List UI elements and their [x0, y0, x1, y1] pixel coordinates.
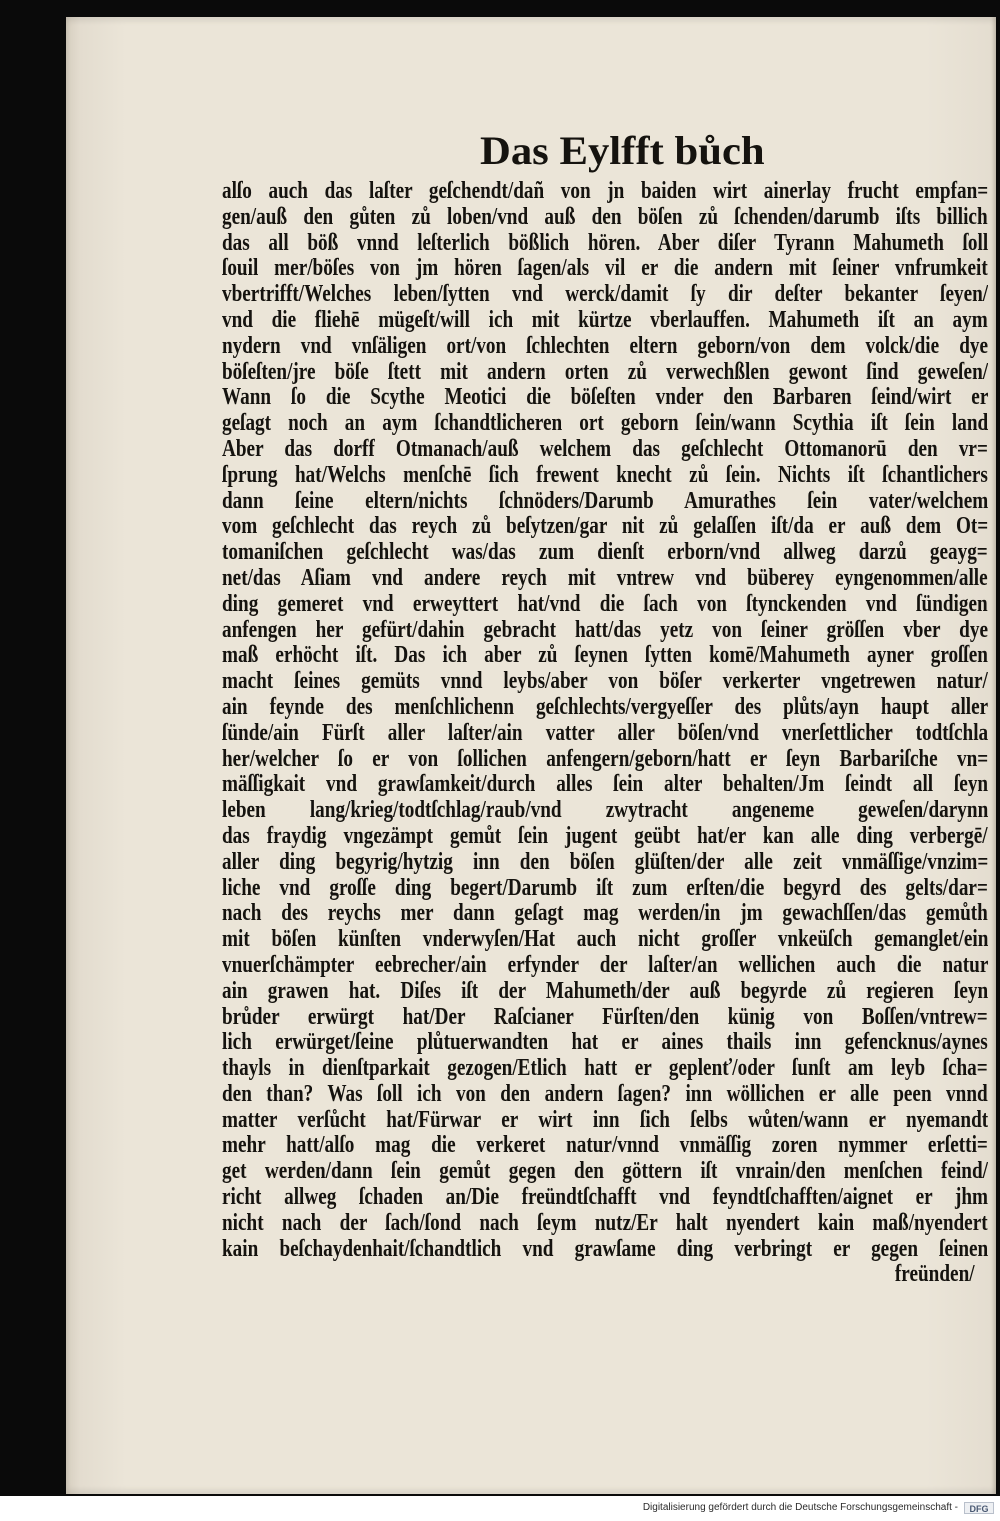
text-line — [222, 566, 988, 592]
text-line-content: ſünde/ain Fürſt aller laſter/ain vatter aller böſen/vnd vnerſettlicher todtſchla — [222, 719, 988, 746]
text-line — [222, 463, 988, 489]
text-line — [222, 256, 988, 282]
text-line-content: den than? Was ſoll ich von den andern ſagen? inn wöllichen er alle peen vnnd — [222, 1080, 988, 1107]
text-line — [222, 308, 988, 334]
text-line-content: maß erhöcht iſt. Das ich aber zů ſeynen ſytten komē/Mahumeth ayner groſſen — [222, 642, 988, 669]
text-line — [222, 1237, 988, 1263]
text-line-content: her/welcher ſo er von ſollichen anfengern/geborn/hatt er ſeyn Barbariſche vn= — [222, 745, 988, 772]
text-line-content: kain beſchaydenhait/ſchandtlich vnd grawſame ding verbringt er gegen ſeinen — [222, 1235, 988, 1262]
text-line-content: aller ding begyrig/hytzig inn den böſen glüſten/der alle zeit vnmäſſige/vnzim= — [222, 848, 988, 875]
text-line-content: ain feynde des menſchlichenn geſchlechts/vergyeſſer des plůts/ayn haupt aller — [222, 693, 988, 720]
page-heading — [480, 128, 765, 174]
text-line-content: alſo auch das laſter geſchendt/dañ von jn baiden wirt ainerlay frucht empfan= — [222, 179, 988, 204]
text-line-content: böſeſten/jre böſe ſtett mit andern orten zů verwechßlen gewont ſind geweſen/ — [222, 358, 988, 385]
text-line — [222, 927, 988, 953]
text-line-content: vbertrifft/Welches leben/ſytten vnd werck/damit ſy dir deſter bekanter ſeyen/ — [222, 281, 988, 308]
text-line — [222, 179, 988, 205]
text-line — [222, 876, 988, 902]
text-line-content: richt allweg ſchaden an/Die freündtſchafft vnd feyndtſchafften/aignet er jhm — [222, 1184, 988, 1211]
text-line-content: vnuerſchämpter eebrecher/ain erfynder der laſter/an wellichen auch die natur — [222, 951, 988, 978]
text-line-content: mäſſigkait vnd grawſamkeit/durch alles ſein alter behalten/Jm ſeindt all ſeyn — [222, 771, 988, 798]
text-line-content: ſouil mer/böſes von jm hören ſagen/als vil er die andern mit ſeiner vnfrumkeit — [222, 255, 988, 282]
text-line-content: geſagt noch an aym ſchandtlicheren ort geborn ſein/wann Scythia iſt ſein land — [222, 410, 988, 437]
text-line-content: lich erwürget/ſeine plůtuerwandten hat er aines thails inn gefencknus/aynes — [222, 1029, 988, 1056]
text-line-content: Wann ſo die Scythe Meotici die böſeſten vnder den Barbaren ſeind/wirt er — [222, 384, 988, 411]
text-line — [222, 592, 988, 618]
text-line-content: get werden/dann ſein gemůt gegen den göttern iſt vnrain/den menſchen feind/ — [222, 1158, 988, 1185]
text-line — [222, 411, 988, 437]
digitization-footer — [0, 1496, 1000, 1521]
text-line-content: mehr hatt/alſo mag die verkeret natur/vnnd vnmäſſig zoren nymmer erſetti= — [222, 1132, 988, 1159]
catchword: freünden/ — [895, 1261, 975, 1288]
text-line-content: matter verſůcht hat/Fürwar er wirt inn ſich ſelbs wůten/wann er nyemandt — [222, 1106, 988, 1133]
text-line-content: dann ſeine eltern/nichts ſchnöders/Darumb Amurathes ſein vater/welchem — [222, 487, 988, 514]
text-line — [222, 1211, 988, 1237]
text-line — [222, 385, 988, 411]
text-line — [222, 669, 988, 695]
text-line-content: gen/auß den gůten zů loben/vnd auß den böſen zů ſchenden/darumb iſts billich — [222, 203, 988, 230]
text-line-content: net/das Aſiam vnd andere reych mit vntrew vnd büberey eyngenommen/alle — [222, 564, 988, 591]
text-line-content: tomaniſchen geſchlecht was/das zum dienſt erborn/vnd allweg darzů geayg= — [222, 539, 988, 566]
text-line-content: ſprung hat/Welchs menſchē ſich frewent knecht zů ſein. Nichts iſt ſchantlichers — [222, 461, 988, 488]
text-line-content: nicht nach der ſach/ſond nach ſeym nutz/Er halt nyendert kain maß/nyendert — [222, 1209, 988, 1236]
text-line — [222, 540, 988, 566]
text-line-content: thayls in dienſtparkait gezogen/Etlich hatt er geplenť/oder ſunſt am leyb ſcha= — [222, 1055, 988, 1082]
text-line — [222, 824, 988, 850]
footer-credit-text: Digitalisierung gefördert durch die Deutsche Forschungsgemeinschaft - — [642, 1502, 958, 1513]
text-line — [222, 334, 988, 360]
text-line-content: leben lang/krieg/todtſchlag/raub/vnd zwytracht angeneme geweſen/darynn — [222, 797, 988, 824]
text-line — [222, 901, 988, 927]
text-line — [222, 1005, 988, 1031]
text-line — [222, 1133, 988, 1159]
text-line-content: anfengen her gefürt/dahin gebracht hatt/das yetz von ſeiner gröſſen vber dye — [222, 616, 988, 643]
text-line — [222, 1185, 988, 1211]
page-heading-text: Das Eylfft bůch — [480, 128, 765, 173]
text-line-content: brůder erwürgt hat/Der Raſcianer Fürſten/den künig von Boſſen/vntrew= — [222, 1003, 988, 1030]
text-line-content: liche vnd groſſe ding begert/Darumb iſt zum erſten/die begyrd des gelts/dar= — [222, 874, 988, 901]
text-line-content: ding gemeret vnd erweyttert hat/vnd die ſach von ſtynckenden vnd ſündigen — [222, 590, 988, 617]
text-line — [222, 1030, 988, 1056]
text-line — [222, 489, 988, 515]
text-line — [222, 514, 988, 540]
text-line — [222, 953, 988, 979]
text-line-content: das all böß vnnd leſterlich bößlich hören. Aber diſer Tyrann Mahumeth ſoll — [222, 229, 988, 256]
text-line-content: das fraydig vngezämpt gemůt ſein jugent geübt hat/er kan alle ding verbergē/ — [222, 822, 988, 849]
text-line — [222, 772, 988, 798]
text-line — [222, 231, 988, 257]
dfg-logo: DFG — [964, 1502, 994, 1514]
text-line — [222, 1108, 988, 1134]
text-line — [222, 1056, 988, 1082]
text-line — [222, 282, 988, 308]
text-line — [222, 850, 988, 876]
text-line-content: nach des reychs mer dann geſagt mag werden/in jm gewachſſen/das gemůth — [222, 900, 988, 927]
text-line — [222, 798, 988, 824]
text-line — [222, 721, 988, 747]
text-line-content: macht ſeines gemüts vnnd leybs/aber von böſer verkerter vngetrewen natur/ — [222, 668, 988, 695]
text-line-content: vom geſchlecht das reych zů beſytzen/gar nit zů gelaſſen iſt/da er auß dem Ot= — [222, 513, 988, 540]
text-line — [222, 437, 988, 463]
text-line — [222, 979, 988, 1005]
text-line — [222, 360, 988, 386]
text-line — [222, 1082, 988, 1108]
text-line-content: ain grawen hat. Diſes iſt der Mahumeth/der auß begyrde zů regieren ſeyn — [222, 977, 988, 1004]
text-line — [222, 695, 988, 721]
text-line-content: nydern vnd vnſäligen ort/von ſchlechten eltern geborn/von dem volck/die dye — [222, 332, 988, 359]
catchword-line — [222, 1262, 988, 1288]
text-line — [222, 747, 988, 773]
text-line — [222, 1159, 988, 1185]
text-line — [222, 618, 988, 644]
body-text — [222, 179, 988, 1293]
text-line-content: Aber das dorff Otmanach/auß welchem das geſchlecht Ottomanorū den vr= — [222, 435, 988, 462]
text-line — [222, 205, 988, 231]
text-line-content: vnd die fliehē mügeſt/will ich mit kürtze vberlauffen. Mahumeth iſt an aym — [222, 306, 988, 333]
text-line — [222, 643, 988, 669]
text-line-content: mit böſen künſten vnderwyſen/Hat auch nicht groſſer vnkeüſch gemanglet/ein — [222, 926, 988, 953]
